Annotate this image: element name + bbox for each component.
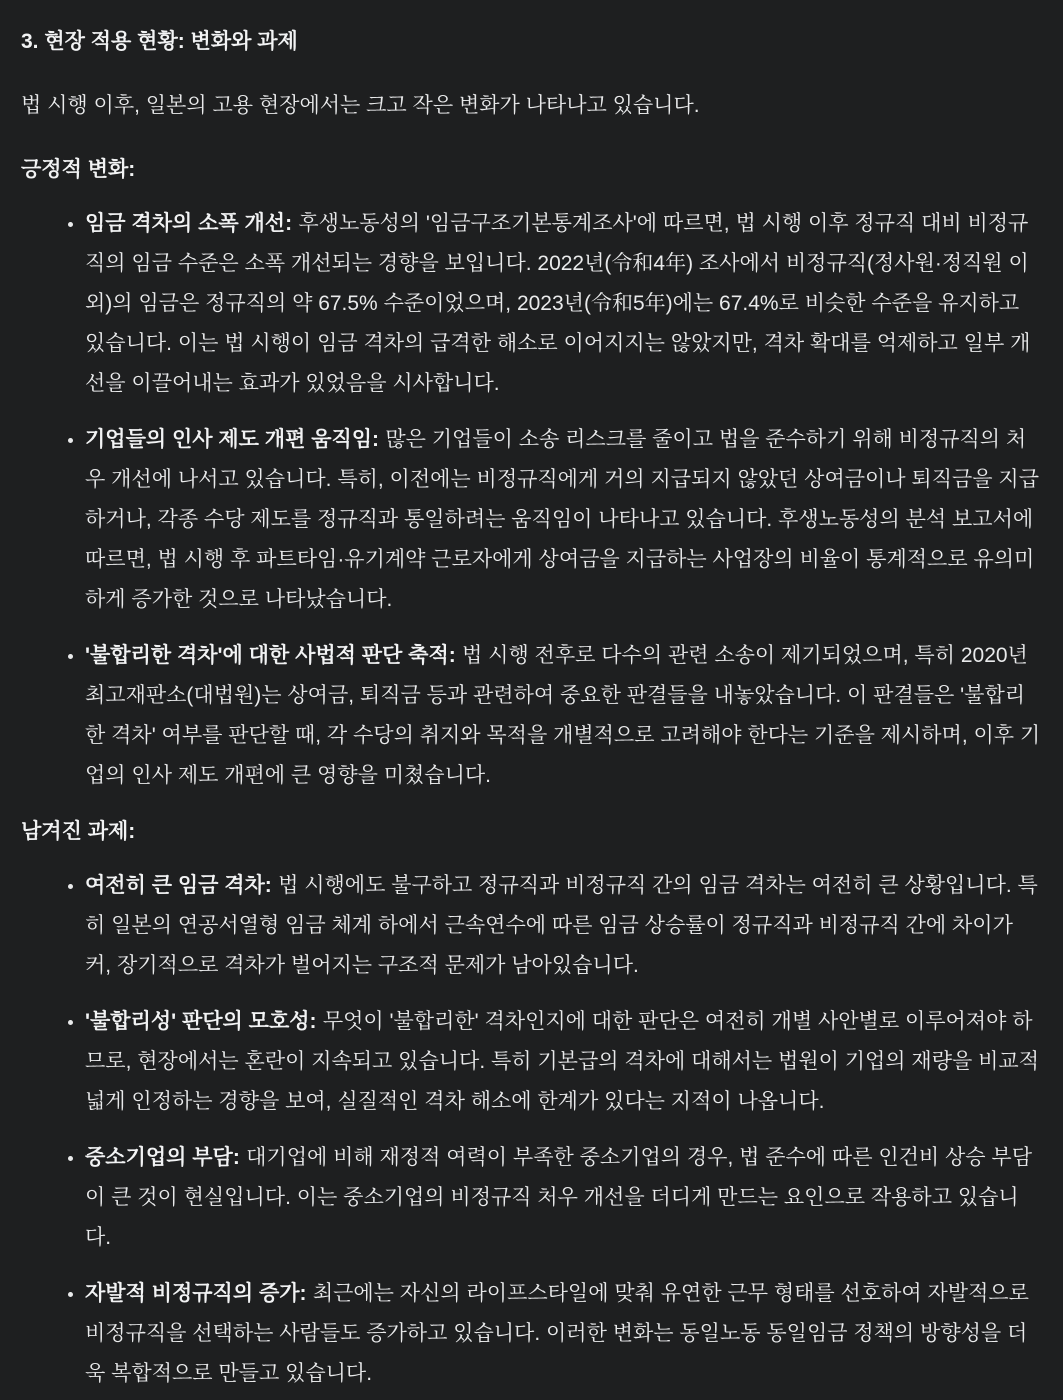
bullet-label: '불합리성' 판단의 모호성: — [85, 1010, 317, 1033]
list-item — [85, 1138, 1042, 1258]
list-item — [85, 1274, 1042, 1394]
list-item — [85, 204, 1042, 404]
bullet-label: 임금 격차의 소폭 개선: — [85, 212, 293, 235]
remaining-challenges-list — [21, 866, 1042, 1394]
bullet-label: 기업들의 인사 제도 개편 움직임: — [85, 428, 380, 451]
subsection-title-remaining-challenges: 남겨진 과제: — [21, 820, 136, 843]
bullet-label: '불합리한 격차'에 대한 사법적 판단 축적: — [85, 644, 456, 667]
bullet-text: 후생노동성의 '임금구조기본통계조사'에 따르면, 법 시행 이후 정규직 대비 비정규직의 임금 수준은 소폭 개선되는 경향을 보입니다. 2022년(令和4年) 조사에서 비정규직(정사원·정직원 이외)의 임금은 정규직의 약 67.5% 수준이었으며, 2023년(令和5年)에는 67.4%로 비슷한 수준을 유지하고 있습니다. 이는 법 시행이 임금 격차의 급격한 해소로 이어지지는 않았지만, 격차 확대를 억제하고 일부 개선을 이끌어내는 효과가 있었음을 시사합니다. — [85, 212, 1031, 395]
bullet-text: 법 시행 전후로 다수의 관련 소송이 제기되었으며, 특히 2020년 최고재판소(대법원)는 상여금, 퇴직금 등과 관련하여 중요한 판결들을 내놓았습니다. 이 판결들은 '불합리한 격차' 여부를 판단할 때, 각 수당의 취지와 목적을 개별적으로 고려해야 한다는 기준을 제시하며, 이후 기업의 인사 제도 개편에 큰 영향을 미쳤습니다. — [85, 644, 1041, 787]
bullet-label: 여전히 큰 임금 격차: — [85, 874, 272, 897]
bullet-label: 자발적 비정규직의 증가: — [85, 1282, 307, 1305]
bullet-label: 중소기업의 부담: — [85, 1146, 240, 1169]
list-item — [85, 1002, 1042, 1122]
positive-changes-list — [21, 204, 1042, 796]
section-heading: 3. 현장 적용 현황: 변화와 과제 — [21, 30, 298, 53]
bullet-text: 대기업에 비해 재정적 여력이 부족한 중소기업의 경우, 법 준수에 따른 인건비 상승 부담이 큰 것이 현실입니다. 이는 중소기업의 비정규직 처우 개선을 더디게 만드는 요인으로 작용하고 있습니다. — [85, 1146, 1032, 1249]
list-item — [85, 420, 1042, 620]
list-item — [85, 866, 1042, 986]
bullet-text: 무엇이 '불합리한' 격차인지에 대한 판단은 여전히 개별 사안별로 이루어져야 하므로, 현장에서는 혼란이 지속되고 있습니다. 특히 기본급의 격차에 대해서는 법원이 기업의 재량을 비교적 넓게 인정하는 경향을 보여, 실질적인 격차 해소에 한계가 있다는 지적이 나옵니다. — [85, 1010, 1039, 1113]
bullet-text: 많은 기업들이 소송 리스크를 줄이고 법을 준수하기 위해 비정규직의 처우 개선에 나서고 있습니다. 특히, 이전에는 비정규직에게 거의 지급되지 않았던 상여금이나 퇴직금을 지급하거나, 각종 수당 제도를 정규직과 통일하려는 움직임이 나타나고 있습니다. 후생노동성의 분석 보고서에 따르면, 법 시행 후 파트타임·유기계약 근로자에게 상여금을 지급하는 사업장의 비율이 통계적으로 유의미하게 증가한 것으로 나타났습니다. — [85, 428, 1039, 611]
bullet-text: 최근에는 자신의 라이프스타일에 맞춰 유연한 근무 형태를 선호하여 자발적으로 비정규직을 선택하는 사람들도 증가하고 있습니다. 이러한 변화는 동일노동 동일임금 정책의 방향성을 더욱 복합적으로 만들고 있습니다. — [85, 1282, 1029, 1385]
intro-paragraph: 법 시행 이후, 일본의 고용 현장에서는 크고 작은 변화가 나타나고 있습니다. — [21, 94, 700, 117]
list-item — [85, 636, 1042, 796]
bullet-text: 법 시행에도 불구하고 정규직과 비정규직 간의 임금 격차는 여전히 큰 상황입니다. 특히 일본의 연공서열형 임금 체계 하에서 근속연수에 따른 임금 상승률이 정규직과 비정규직 간에 차이가 커, 장기적으로 격차가 벌어지는 구조적 문제가 남아있습니다. — [85, 874, 1038, 977]
subsection-title-positive-changes: 긍정적 변화: — [21, 158, 136, 181]
